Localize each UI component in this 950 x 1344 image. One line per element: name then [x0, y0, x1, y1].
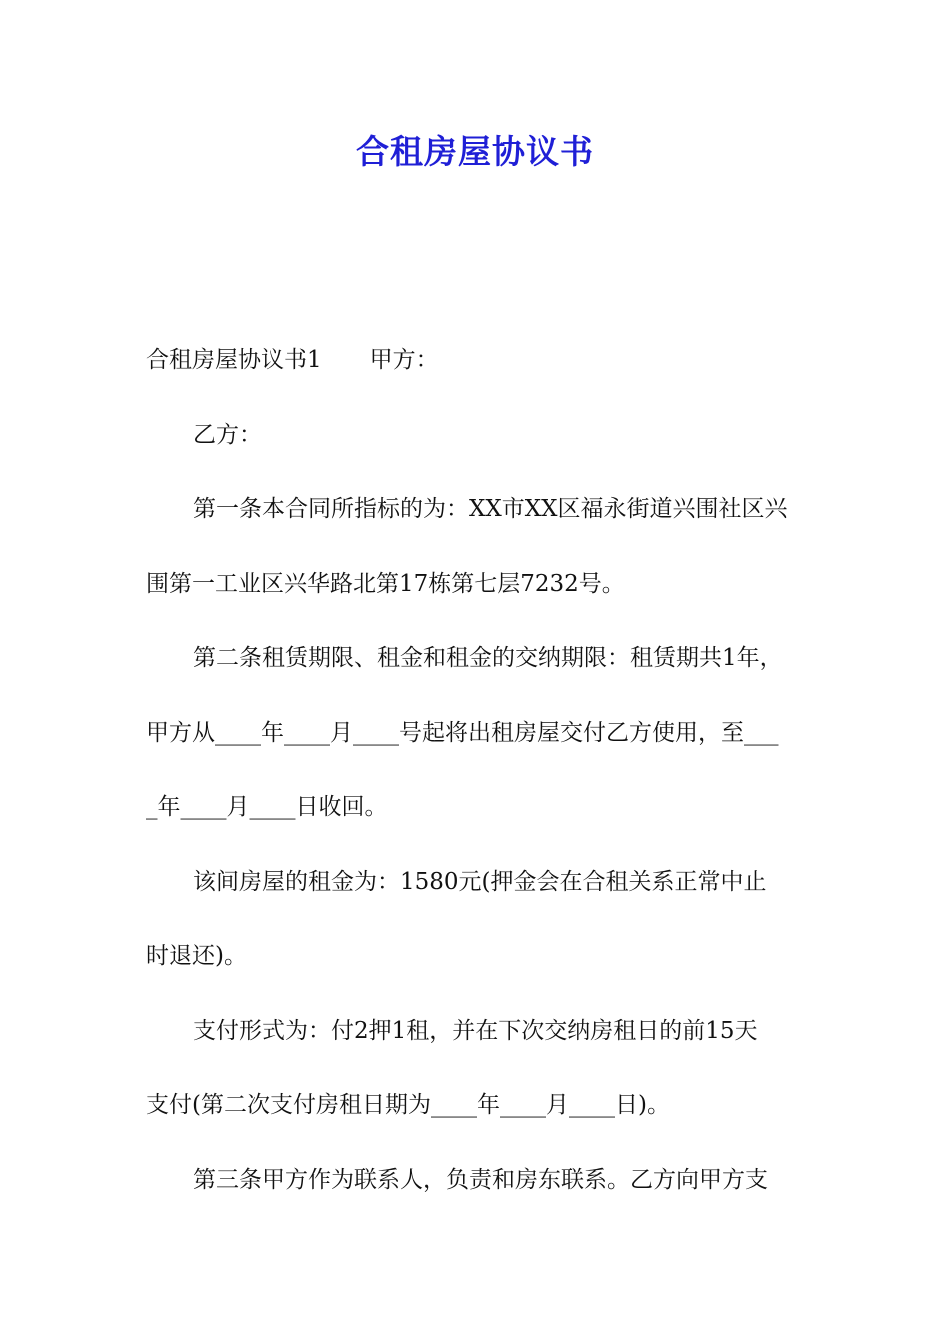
party-b-label: 乙方： [193, 421, 262, 448]
article-1-line-2: 围第一工业区兴华路北第17栋第七层7232号。 [146, 570, 625, 597]
article-2-line-1: 第二条租赁期限、租金和租金的交纳期限：租赁期共1年， [193, 645, 783, 671]
body-line-1 [146, 338, 816, 413]
payment-line-1: 支付形式为：付2押1租，并在下次交纳房租日的前15天 [193, 1017, 758, 1044]
document-title: 合租房屋协议书 [356, 132, 594, 171]
party-a-label: 甲方： [369, 347, 439, 373]
document-body [146, 338, 816, 1232]
agreement-heading: 合租房屋协议书1 [146, 347, 322, 373]
rent-line-2: 时退还)。 [146, 943, 247, 969]
article-2-line-3: _年____月____日收回。 [146, 794, 388, 820]
article-1-line-1: 第一条本合同所指标的为：XX市XX区福永街道兴围社区兴 [193, 496, 788, 522]
payment-line-2: 支付(第二次支付房租日期为____年____月____日)。 [146, 1092, 670, 1118]
article-2-line-2: 甲方从____年____月____号起将出租房屋交付乙方使用，至___ [146, 719, 779, 746]
rent-line-1: 该间房屋的租金为：1580元(押金会在合租关系正常中止 [193, 868, 767, 895]
article-3-line-1: 第三条甲方作为联系人，负责和房东联系。乙方向甲方支 [193, 1166, 768, 1193]
